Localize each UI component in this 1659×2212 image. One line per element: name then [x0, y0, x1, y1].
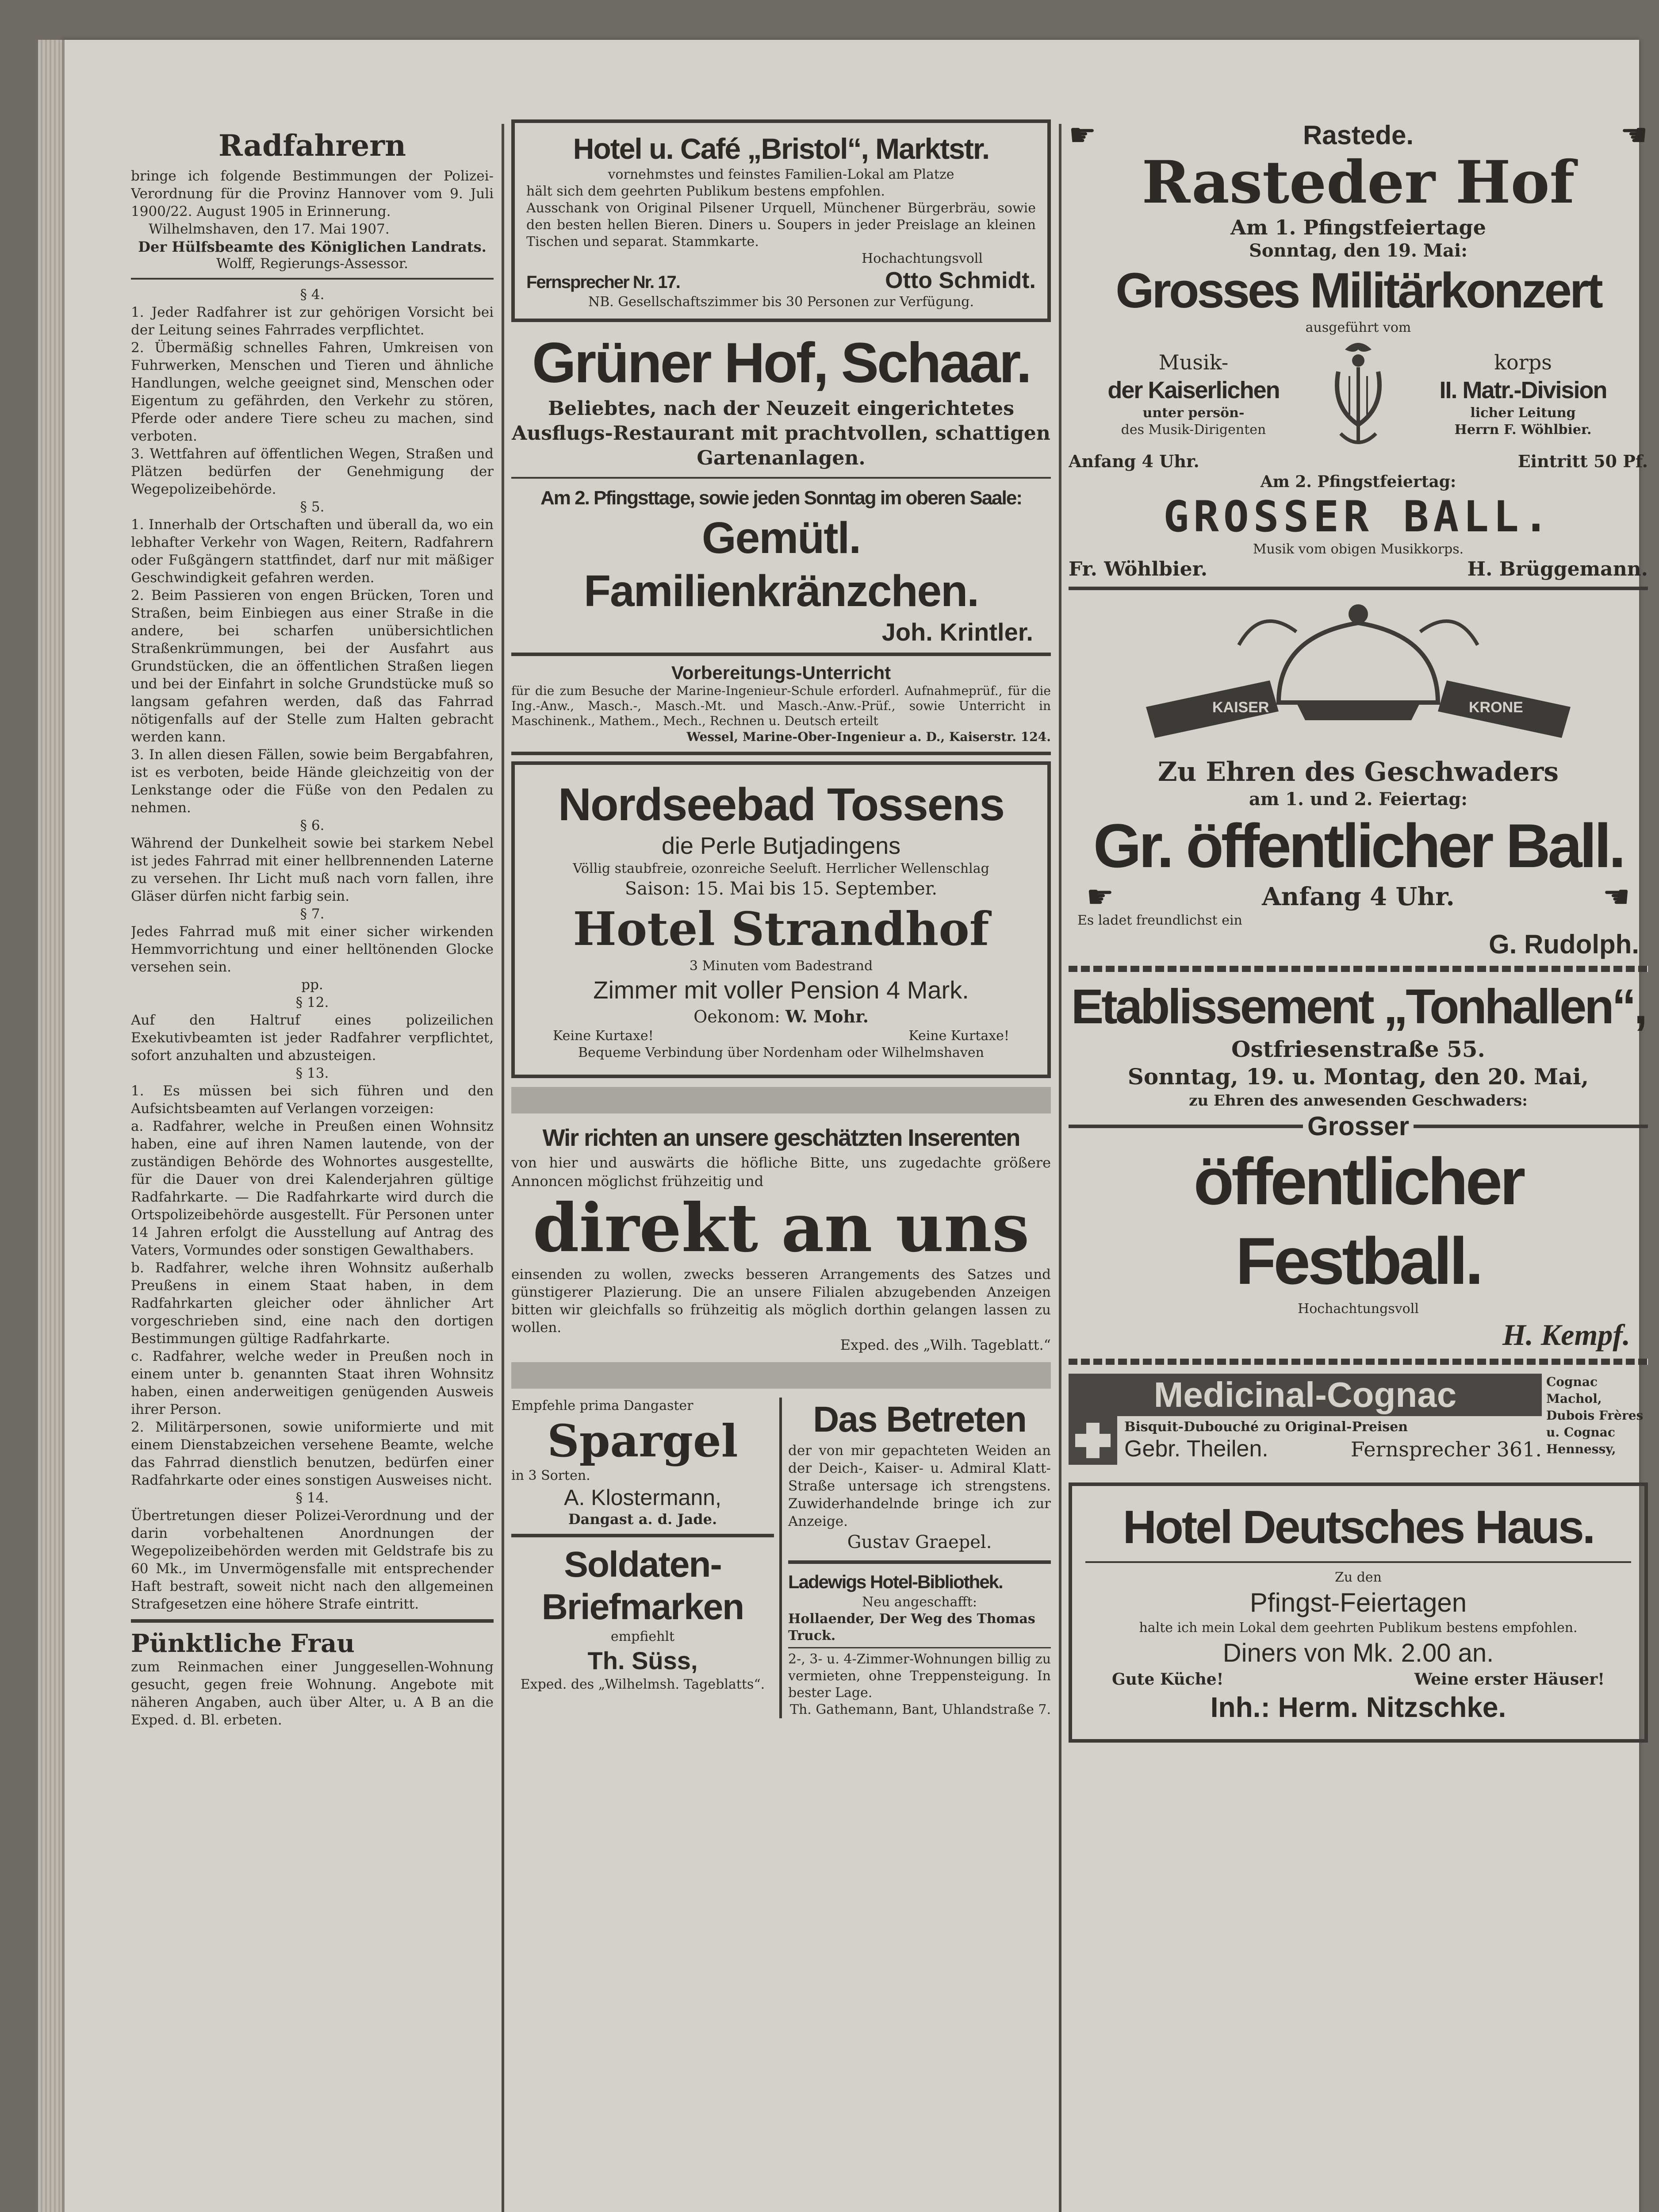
rastede-korps: korps: [1494, 350, 1552, 374]
tossens-oekonom: [526, 1006, 1036, 1028]
deutsches-kueche: Gute Küche!: [1112, 1670, 1224, 1689]
rastede-kaiserl: der Kaiserlichen: [1107, 377, 1280, 403]
rastede-title: Rasteder Hof: [1142, 148, 1575, 217]
section-heading: § 4.: [300, 287, 325, 303]
gruener-owner: Joh. Krintler.: [881, 618, 1033, 646]
cognac-line: Bisquit-Dubouché zu Original-Preisen: [1124, 1419, 1408, 1435]
section-heading: § 13.: [295, 1065, 329, 1081]
ad-soldaten-briefmarken: [511, 1544, 774, 1693]
decorative-border: [1069, 1359, 1648, 1365]
rastede-owner-1: Fr. Wöhlbier.: [1069, 558, 1208, 580]
separator: [511, 653, 1051, 656]
tonhallen-owner: H. Kempf.: [1502, 1318, 1630, 1352]
ad-rasteder-hof: [1069, 119, 1648, 580]
ordinance-authority: Der Hülfsbeamte des Königlichen Landrats.: [138, 238, 487, 255]
rastede-ball: GROSSER BALL.: [1163, 492, 1553, 541]
rastede-owner-2: H. Brüggemann.: [1467, 558, 1648, 580]
tonhallen-greeting: Hochachtungsvoll: [1298, 1301, 1419, 1317]
pointing-hand-left-icon: ☚: [1620, 119, 1648, 153]
small-ads-grid: [511, 1398, 1051, 1718]
rastede-eintritt: Eintritt 50 Pf.: [1517, 451, 1648, 471]
tossens-line: Bequeme Verbindung über Nordenham oder Wilhelmshaven: [578, 1045, 984, 1060]
tossens-kurtaxe-right: Keine Kurtaxe!: [908, 1028, 1009, 1044]
paragraph: b. Radfahrer, welche ihren Wohnsitz außerhalb Preußens in einem Staat haben, in dem Radfahrkarten gleicher oder ähnlicher Art vorgeschrieben sind, eine nach den dortigen Bestimmungen gültige Radfahrkarte.: [131, 1260, 494, 1347]
pointing-hand-left-icon: ☚: [1602, 879, 1630, 915]
ad-tonhallen: [1069, 978, 1648, 1352]
spargel-name: A. Klostermann,: [564, 1485, 721, 1510]
ad-betreten: [788, 1398, 1051, 1554]
tossens-kurtaxe: [526, 1028, 1036, 1045]
column-divider: [502, 124, 504, 2212]
rastede-right-block: [1398, 349, 1648, 438]
paragraph: Auf den Haltruf eines polizeilichen Exekutivbeamten ist jeder Radfahrer verpflichtet, sofort anzuhalten und abzusteigen.: [131, 1012, 494, 1064]
krone-anfang: Anfang 4 Uhr.: [1262, 882, 1455, 911]
section-heading: § 14.: [295, 1490, 329, 1506]
krone-line: Zu Ehren des Geschwaders: [1157, 757, 1559, 787]
rastede-times: [1069, 451, 1648, 471]
ordinance-signer: Wolff, Regierungs-Assessor.: [216, 256, 409, 272]
rastede-owners: [1069, 558, 1648, 580]
separator: [511, 752, 1051, 755]
tossens-line: 3 Minuten vom Badestrand: [689, 958, 873, 974]
tossens-hotel: Hotel Strandhof: [573, 902, 989, 956]
binding-edge: [38, 40, 62, 2212]
deutsches-title: Hotel Deutsches Haus.: [1123, 1501, 1594, 1553]
bristol-greeting: Hochachtungsvoll: [862, 251, 983, 266]
column-middle-ads: [511, 119, 1051, 2212]
crown-banner-icon: [1093, 596, 1624, 756]
paragraph: Während der Dunkelheit sowie bei starkem Nebel ist jedes Fahrrad mit einer hellbrennenden Laterne zu versehen. Ihr Licht muß nach vorn fallen, ihre Gläser dürfen nicht farbig sein.: [131, 835, 494, 904]
bristol-nb: NB. Gesellschaftszimmer bis 30 Personen zur Verfügung.: [588, 294, 974, 310]
tonhallen-addr: Ostfriesenstraße 55.: [1231, 1036, 1485, 1062]
ad-kaiserkrone: [1069, 596, 1648, 960]
lyre-anchor-icon: [1318, 336, 1398, 451]
ad-hotel-bristol: [511, 119, 1051, 322]
paragraph: 1. Jeder Radfahrer ist zur gehörigen Vorsicht bei der Leitung seines Fahrrades verpflichtet.: [131, 304, 494, 338]
cognac-body: [1069, 1416, 1542, 1465]
small-ads-left: [511, 1398, 774, 1718]
cognac-title: Medicinal-Cognac: [1069, 1374, 1542, 1416]
rastede-herrn: Herrn F. Wöhlbier.: [1454, 422, 1592, 438]
deutsches-row: [1085, 1670, 1631, 1689]
tossens-oek-name: W. Mohr.: [785, 1006, 869, 1026]
separator: [1069, 587, 1648, 590]
ad-nordseebad-tossens: [511, 761, 1051, 1078]
rastede-town: Rastede.: [1303, 120, 1414, 150]
gruener-line: Am 2. Pfingsttage, sowie jeden Sonntag im oberen Saale:: [540, 487, 1022, 509]
section-heading: § 7.: [300, 906, 325, 922]
rastede-unter: unter persön-: [1142, 405, 1245, 421]
rastede-dirig: des Musik-Dirigenten: [1121, 422, 1266, 438]
column-divider: [1059, 124, 1061, 2212]
cognac-contact: [1124, 1436, 1542, 1462]
red-cross-icon: [1069, 1416, 1117, 1465]
rastede-line: ausgeführt vom: [1305, 320, 1411, 335]
decorative-border: [1069, 966, 1648, 972]
bristol-line: hält sich dem geehrten Publikum bestens empfohlen.: [526, 184, 885, 199]
ladewig-line: Neu angeschafft:: [862, 1594, 977, 1610]
column-police-ordinance: [131, 128, 494, 2212]
separator: [788, 1560, 1051, 1564]
tonhallen-big: öffentlicher Festball.: [1193, 1144, 1523, 1298]
rastede-line: Sonntag, den 19. Mai:: [1249, 240, 1468, 261]
separator: [1414, 1125, 1648, 1128]
tossens-oek-label: Oekonom:: [693, 1007, 780, 1026]
cognac-brands: Cognac Machol, Dubois Frères u. Cognac Hennessy,: [1546, 1375, 1644, 1456]
spargel-place: Dangast a. d. Jade.: [568, 1511, 717, 1528]
ad-vorbereitung: [511, 662, 1051, 745]
ad-puenktliche-frau-text: zum Reinmachen einer Junggesellen-Wohnung gesucht, gegen freie Wohnung. Angebote mit näheren Angaben, auch über Alter, u. A B an die Exped. d. Bl. erbeten.: [131, 1659, 494, 1728]
tossens-sub: die Perle Butjadingens: [661, 833, 901, 859]
section-heading: § 5.: [300, 499, 325, 515]
cognac-main: [1069, 1374, 1542, 1465]
section-heading: pp.: [301, 977, 323, 993]
bristol-title: Hotel u. Café „Bristol“, Marktstr.: [573, 132, 989, 165]
notice-signer: Exped. des „Wilh. Tageblatt.“: [840, 1336, 1051, 1353]
soldaten-line: empfiehlt: [610, 1629, 675, 1644]
ladewig-line: 2-, 3- u. 4-Zimmer-Wohnungen billig zu vermieten, ohne Treppensteigung. In bester Lage.: [788, 1651, 1051, 1701]
rastede-musik: Musik-: [1158, 350, 1229, 374]
notice-line: Wir richten an unsere geschätzten Inserenten: [542, 1125, 1020, 1151]
ladewig-line: Hollaender, Der Weg des Thomas Truck.: [788, 1611, 1035, 1644]
paragraph: 2. Beim Passieren von engen Brücken, Toren und Straßen, beim Einbiegen aus einer Straße in die andere, bei scharfen unübersichtlichen Straßenkrümmungen, bei der Ausfahrt aus Grundstücken, die an öffentlichen Straßen liegen und bei der Einfahrt in solche Grundstücke muß so langsam gefahren werden, daß das Fahrrad nötigenfalls auf der Stelle zum Halten gebracht werden kann.: [131, 588, 494, 745]
ad-ladewig: [788, 1570, 1051, 1718]
paragraph: c. Radfahrer, welche weder in Preußen noch in einem unter b. genannten Staat ihren Wohnsitz haben, einen anderweitigen genügenden Ausweis ihrer Person.: [131, 1348, 494, 1417]
ordinance-title: Radfahrern: [218, 128, 406, 163]
section-heading: § 12.: [295, 995, 329, 1010]
deutsches-line: halte ich mein Lokal dem geehrten Publikum bestens empfohlen.: [1139, 1620, 1578, 1636]
pointing-hand-right-icon: ☛: [1069, 119, 1096, 153]
deutsches-line: Pfingst-Feiertagen: [1249, 1588, 1467, 1617]
spargel-big: Spargel: [547, 1415, 738, 1467]
rastede-line: Am 2. Pfingstfeiertag:: [1260, 472, 1456, 491]
notice-line: von hier und auswärts die höfliche Bitte, uns zugedachte größere Annoncen möglichst frühzeitig und: [511, 1154, 1051, 1190]
krone-big: Gr. öffentlicher Ball.: [1093, 811, 1624, 880]
cognac-name: Gebr. Theilen.: [1124, 1436, 1268, 1462]
section-heading: § 6.: [300, 818, 325, 833]
banner-left-text: KAISER: [1212, 699, 1269, 716]
betreten-text: der von mir gepachteten Weiden an der Deich-, Kaiser- u. Admiral Klatt-Straße untersage ich strengstens. Zuwiderhandelnde bringe ich zur Anzeige.: [788, 1443, 1051, 1529]
rastede-left-block: [1069, 349, 1318, 438]
tossens-title: Nordseebad Tossens: [558, 779, 1004, 830]
deutsches-line: Zu den: [1335, 1570, 1382, 1585]
rastede-line: Musik vom obigen Musikkorps.: [1253, 541, 1464, 557]
tonhallen-grosser-row: [1069, 1111, 1648, 1141]
betreten-title: Das Betreten: [813, 1399, 1026, 1440]
vorb-text: für die zum Besuche der Marine-Ingenieur-Schule erforderl. Aufnahmeprüf., für die Ing.-Anw., Masch.-, Masch.-Mt. und Masch.-Anw.-Prüf., sowie Unterricht in Maschinenk., Mathem., Mech., Rechnen u. Deutsch erteilt: [511, 684, 1051, 728]
soldaten-name: Th. Süss,: [587, 1647, 698, 1674]
tonhallen-title: Etablissement „Tonhallen“,: [1071, 979, 1646, 1034]
krone-anfang-row: [1069, 879, 1648, 915]
ordinance-dateline: Wilhelmshaven, den 17. Mai 1907.: [149, 221, 390, 237]
betreten-signer: Gustav Graepel.: [847, 1532, 992, 1552]
rastede-header: [1069, 119, 1648, 153]
grey-band: [511, 1087, 1051, 1114]
bristol-footer: [526, 267, 1036, 294]
gruener-big: Gemütl. Familienkränzchen.: [583, 513, 979, 616]
bristol-owner: Otto Schmidt.: [885, 268, 1036, 293]
rastede-leitung: licher Leitung: [1470, 405, 1576, 421]
paragraph: Jedes Fahrrad muß mit einer sicher wirkenden Hemmvorrichtung und einer helltönenden Glocke versehen sein.: [131, 924, 494, 975]
separator: [131, 278, 494, 280]
vorb-signer: Wessel, Marine-Ober-Ingenieur a. D., Kaiserstr. 124.: [686, 730, 1051, 744]
ad-puenktliche-frau-title: Pünktliche Frau: [131, 1629, 355, 1658]
spargel-line: Empfehle prima Dangaster: [511, 1398, 693, 1413]
deutsches-diners: Diners von Mk. 2.00 an.: [1222, 1639, 1494, 1667]
tonhallen-grosser: Grosser: [1307, 1111, 1410, 1141]
krone-line: Es ladet freundlichst ein: [1077, 913, 1242, 928]
separator: [1085, 1561, 1631, 1563]
ladewig-signer: Th. Gathemann, Bant, Uhlandstraße 7.: [789, 1702, 1051, 1717]
deutsches-owner: Inh.: Herm. Nitzschke.: [1210, 1691, 1506, 1723]
tossens-kurtaxe-left: Keine Kurtaxe!: [553, 1028, 654, 1044]
ladewig-title: Ladewigs Hotel-Bibliothek.: [788, 1571, 1003, 1592]
bristol-line: vornehmstes und feinstes Familien-Lokal am Platze: [608, 167, 954, 182]
paragraph: a. Radfahrer, welche in Preußen einen Wohnsitz haben, eine auf ihren Namen lautende, von der zuständigen Behörde des Wohnortes ausgestellte, für die Dauer von drei Kalenderjahren gültige Radfahrkarte. — Die Radfahrkarte wird durch die Ortspolizeibehörde ausgestellt. Für Personen unter 14 Jahren erfolgt die Ausstellung auf Antrag des Vaters, Vormundes oder sonstigen Gewalthabers.: [131, 1118, 494, 1258]
separator: [1069, 1125, 1303, 1128]
rastede-big: Grosses Militärkonzert: [1115, 263, 1601, 318]
paragraph: 2. Übermäßig schnelles Fahren, Umkreisen von Fuhrwerken, Menschen und Tieren und ähnliche Handlungen, welche geeignet sind, Menschen oder Eigentum zu gefährden, den Verkehr zu stören, Pferde oder andere Tiere scheu zu machen, sind verboten.: [131, 340, 494, 444]
gruener-title: Grüner Hof, Schaar.: [532, 331, 1031, 395]
ad-hotel-deutsches-haus: [1069, 1482, 1648, 1743]
tossens-pension: Zimmer mit voller Pension 4 Mark.: [593, 976, 969, 1004]
banner-right-text: KRONE: [1469, 699, 1523, 716]
ad-medicinal-cognac: [1069, 1374, 1648, 1465]
notice-direkt-an-uns: [511, 1122, 1051, 1353]
vorb-title: Vorbereitungs-Unterricht: [671, 662, 891, 683]
separator: [131, 1619, 494, 1623]
spargel-line: in 3 Sorten.: [511, 1468, 590, 1483]
cognac-text: [1124, 1419, 1542, 1462]
small-ads-right: [779, 1398, 1051, 1718]
pointing-hand-right-icon: ☛: [1086, 879, 1114, 915]
notice-line: einsenden zu wollen, zwecks besseren Arrangements des Satzes und günstigerer Plazierung. Die an unsere Filialen abzugebenden Anzeigen bitten wir gleichfalls so frühzeitig als möglich dorthin gelangen lassen zu wollen.: [511, 1267, 1051, 1336]
soldaten-line: Exped. des „Wilhelmsh. Tageblatts“.: [520, 1677, 765, 1692]
bristol-phone: Fernsprecher Nr. 17.: [526, 273, 680, 292]
krone-line: am 1. und 2. Feiertag:: [1249, 789, 1468, 810]
cognac-phone: Fernsprecher 361.: [1350, 1437, 1542, 1461]
deutsches-haeuser: Weine erster Häuser!: [1414, 1670, 1605, 1689]
separator: [511, 1534, 774, 1537]
ad-gruener-hof: [511, 330, 1051, 646]
krone-owner: G. Rudolph.: [1489, 929, 1639, 959]
rastede-division: II. Matr.-Division: [1439, 377, 1607, 403]
tossens-season: Saison: 15. Mai bis 15. September.: [625, 879, 938, 899]
gruener-line: Beliebtes, nach der Neuzeit eingerichtetes Ausflugs-Restaurant mit prachtvollen, schattigen Gartenanlagen.: [512, 397, 1050, 469]
separator: [511, 477, 1051, 479]
paragraph: 2. Militärpersonen, sowie uniformierte und mit einem Dienstabzeichen versehene Beamte, welche das Fahrrad dienstlich benutzen, bedürfen einer Radfahrkarte oder eines sonstigen Ausweises nicht.: [131, 1419, 494, 1488]
notice-big: direkt an uns: [533, 1189, 1030, 1267]
soldaten-title: Soldaten-Briefmarken: [541, 1544, 744, 1627]
tonhallen-line: zu Ehren des anwesenden Geschwaders:: [1189, 1092, 1528, 1110]
tossens-line: Völlig staubfreie, ozonreiche Seeluft. Herrlicher Wellenschlag: [573, 861, 989, 876]
rastede-line: Am 1. Pfingstfeiertage: [1230, 215, 1486, 239]
paragraph: 3. In allen diesen Fällen, sowie beim Bergabfahren, ist es verboten, beide Hände gleichzeitig von der Lenkstange oder die Füße von den Pedalen zu nehmen.: [131, 747, 494, 816]
ordinance-intro: bringe ich folgende Bestimmungen der Polizei-Verordnung für die Provinz Hannover vom 9. Juli 1900/22. August 1905 in Erinnerung.: [131, 168, 494, 219]
rastede-anfang: Anfang 4 Uhr.: [1069, 451, 1199, 471]
bristol-line: Ausschank von Original Pilsener Urquell, Münchener Bürgerbräu, sowie den besten hellen Bieren. Diners u. Soupers in jeder Preislage an kleinen Tischen und separat. Stammkarte.: [526, 200, 1036, 250]
paragraph: 3. Wettfahren auf öffentlichen Wegen, Straßen und Plätzen bedürfen der Genehmigung der Wegepolizeibehörde.: [131, 446, 494, 497]
tonhallen-date: Sonntag, 19. u. Montag, den 20. Mai,: [1127, 1064, 1589, 1090]
paragraph: Übertretungen dieser Polizei-Verordnung und der darin vorbehaltenen Anordnungen der Wegepolizeibehörden werden mit Geldstrafe bis zu 60 Mk., im Unvermögensfalle mit entsprechender Haft bestraft, soweit nicht nach den allgemeinen Strafgesetzen eine höhere Strafe eintritt.: [131, 1508, 494, 1612]
separator: [788, 1647, 1051, 1648]
grey-band: [511, 1362, 1051, 1389]
column-right-ads: [1069, 119, 1648, 2212]
paragraph: 1. Es müssen bei sich führen und den Aufsichtsbeamten auf Verlangen vorzeigen:: [131, 1083, 494, 1117]
paragraph: 1. Innerhalb der Ortschaften und überall da, wo ein lebhafter Verkehr von Wagen, Reitern, Radfahrern oder Fußgängern stattfindet, darf nur mit mäßiger Geschwindigkeit gefahren werden.: [131, 517, 494, 586]
rastede-musikkorps: [1069, 336, 1648, 451]
ad-spargel: [511, 1398, 774, 1528]
newspaper-page: [62, 40, 1648, 2212]
